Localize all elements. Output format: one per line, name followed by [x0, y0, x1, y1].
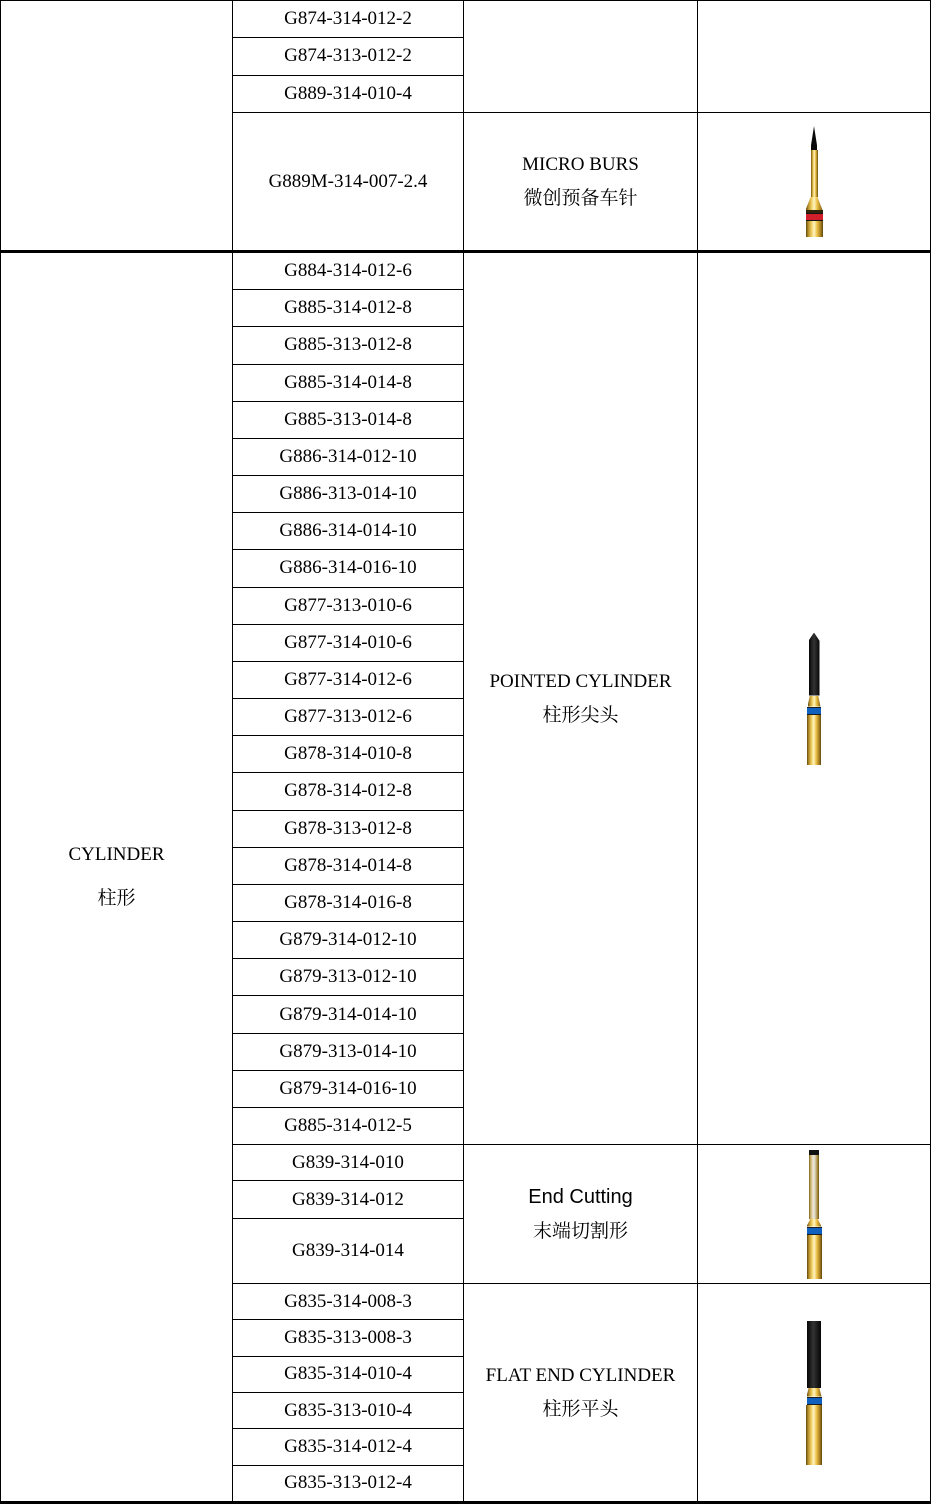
- bur-shank: [807, 715, 821, 765]
- category-label-zh: 柱形: [97, 888, 136, 909]
- product-code: G879-314-012-10: [233, 921, 463, 958]
- product-code: G885-313-014-8: [233, 401, 463, 438]
- product-code: G835-313-010-4: [233, 1392, 463, 1428]
- product-code: G877-314-010-6: [233, 624, 463, 661]
- type-name-cell: [464, 1145, 698, 1283]
- bur-red-band: [806, 213, 823, 221]
- product-code: G877-313-010-6: [233, 587, 463, 624]
- type-name-cell-empty: [464, 1, 698, 112]
- code-list: [233, 113, 464, 250]
- type-name-en: End Cutting: [528, 1185, 633, 1208]
- product-code: G835-314-008-3: [284, 1290, 412, 1312]
- product-code: G874-313-012-2: [233, 37, 463, 74]
- category-cell: [1, 253, 233, 1501]
- bur-image-cell: [698, 253, 930, 1144]
- flat-end-cylinder-bur-image: [806, 1321, 822, 1465]
- product-code: G878-313-012-8: [233, 810, 463, 847]
- bur-shaft: [809, 1155, 819, 1219]
- product-code: G835-314-010-4: [233, 1356, 463, 1392]
- product-code: G886-314-014-10: [233, 512, 463, 549]
- type-name-zh: 柱形尖头: [542, 704, 619, 726]
- product-code: G878-314-014-8: [233, 847, 463, 884]
- product-code: G835-314-012-4: [233, 1428, 463, 1464]
- group-unlabeled: [233, 1, 930, 112]
- product-code: G886-314-016-10: [233, 549, 463, 586]
- type-name-cell: [464, 1284, 698, 1501]
- type-name-en: FLAT END CYLINDER: [485, 1364, 676, 1386]
- product-code: G878-314-016-8: [233, 884, 463, 921]
- type-name-zh: 微创预备车针: [523, 187, 638, 209]
- pointed-cylinder-bur-image: [807, 633, 821, 765]
- bur-blue-band: [807, 707, 821, 715]
- bur-neck: [811, 150, 818, 197]
- type-name-en: MICRO BURS: [522, 153, 639, 175]
- product-code: G885-313-012-8: [233, 326, 463, 363]
- product-code: G835-313-008-3: [233, 1319, 463, 1355]
- bur-neck: [807, 1388, 822, 1397]
- product-code: G885-314-012-8: [233, 289, 463, 326]
- product-code: G877-313-012-6: [233, 698, 463, 735]
- product-code: G886-313-014-10: [233, 475, 463, 512]
- code-list: [233, 1145, 464, 1283]
- product-code: G885-314-012-5: [233, 1107, 463, 1144]
- group-flat-end-cylinder: [233, 1283, 930, 1501]
- end-cutting-bur-image: [807, 1150, 822, 1279]
- product-code: G839-314-012: [233, 1180, 463, 1218]
- product-code: G839-314-014: [233, 1218, 463, 1283]
- product-code: G885-314-014-8: [233, 364, 463, 401]
- code-list: [233, 1, 464, 112]
- product-code: G877-314-012-6: [233, 661, 463, 698]
- bur-image-cell: [698, 1284, 930, 1501]
- bur-shank: [806, 221, 823, 237]
- product-code: G835-313-012-4: [233, 1465, 463, 1501]
- product-code: G886-314-012-10: [233, 438, 463, 475]
- bur-image-cell: [698, 1145, 930, 1283]
- product-code: G889M-314-007-2.4: [268, 170, 428, 192]
- product-code: G839-314-010: [292, 1151, 404, 1173]
- product-code: G874-314-012-2: [284, 8, 412, 30]
- group-end-cutting: [233, 1144, 930, 1283]
- bur-image-cell-empty: [698, 1, 930, 112]
- product-code: G884-314-012-6: [284, 260, 412, 282]
- code-list: [233, 253, 464, 1144]
- bur-tip: [811, 126, 817, 150]
- micro-bur-image: [806, 126, 823, 237]
- bur-shank: [806, 1405, 822, 1465]
- bur-image-cell: [698, 113, 930, 250]
- bur-flare: [807, 1219, 822, 1227]
- type-name-zh: 柱形平头: [542, 1398, 619, 1420]
- micro-burs-groups: [233, 1, 930, 250]
- product-code: G879-313-012-10: [233, 958, 463, 995]
- section-micro-burs: [1, 1, 930, 250]
- bur-head: [809, 633, 820, 696]
- product-code: G879-314-016-10: [233, 1070, 463, 1107]
- type-name-cell: [464, 253, 698, 1144]
- bur-shank: [807, 1235, 822, 1279]
- product-code: G878-314-010-8: [233, 735, 463, 772]
- group-pointed-cylinder: [233, 253, 930, 1144]
- bur-flare: [806, 197, 823, 210]
- product-code: G889-314-010-4: [233, 75, 463, 112]
- bur-blue-band: [807, 1227, 822, 1235]
- section-cylinder: [1, 250, 930, 1501]
- category-label-en: CYLINDER: [68, 844, 165, 865]
- bur-blue-band: [807, 1397, 822, 1405]
- bur-neck: [808, 696, 821, 707]
- category-cell-empty: [1, 1, 233, 250]
- code-list: [233, 1284, 464, 1501]
- product-code: G878-314-012-8: [233, 772, 463, 809]
- type-name-zh: 末端切割形: [532, 1220, 628, 1242]
- product-code: G879-313-014-10: [233, 1033, 463, 1070]
- bur-head: [807, 1321, 821, 1388]
- type-name-cell: [464, 113, 698, 250]
- product-code: G879-314-014-10: [233, 995, 463, 1032]
- cylinder-groups: [233, 253, 930, 1501]
- type-name-en: POINTED CYLINDER: [489, 670, 672, 692]
- group-micro-burs: [233, 112, 930, 250]
